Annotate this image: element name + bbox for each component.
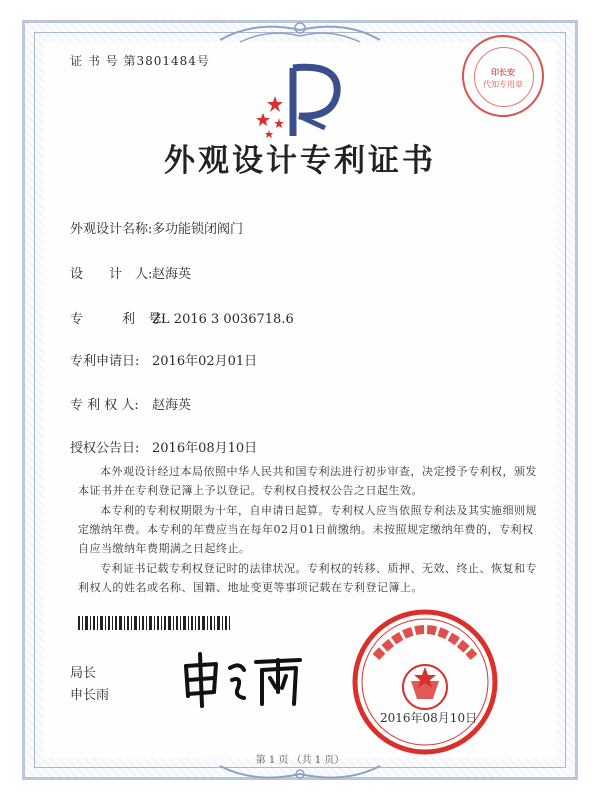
paragraph-term-fees: 本专利的专利权期限为十年，自申请日起算。专利权人应当依照专利法及其实施细则规定缴纳年费。本专利的年费应当在每年02月01日前缴纳。未按照规定缴纳年费的，专利权自应当缴纳年费期满之日起终止。: [78, 504, 537, 555]
field-label: 设 计 人:: [70, 267, 153, 282]
field-grant-date: [70, 437, 257, 456]
top-ornament: [215, 18, 385, 48]
agency-seal-line1: 印长安: [491, 67, 515, 77]
field-designer: [70, 263, 191, 282]
field-label: 专利申请日:: [70, 354, 140, 369]
field-patent-number: [70, 308, 294, 327]
seal-date: 2016年08月10日: [380, 711, 478, 725]
paragraph-grant-decision: 本外观设计经过本局依照中华人民共和国专利法进行初步审查，决定授予专利权，颁发本证书并在专利登记簿上予以登记。专利权自授权公告之日起生效。: [78, 465, 537, 497]
field-label: 授权公告日:: [70, 441, 140, 456]
field-value: 2016年08月10日: [152, 441, 258, 456]
field-value: 赵海英: [152, 267, 192, 282]
field-value: 赵海英: [152, 398, 192, 413]
field-design-name: [70, 218, 243, 237]
field-label: 专 利 号:: [70, 312, 166, 327]
director-signature: [178, 648, 308, 708]
paragraph-legal-status: 专利证书记载专利权登记时的法律状况。专利权的转移、质押、无效、终止、恢复和专利权人的姓名或名称、国籍、地址变更等事项记载在专利登记簿上。: [78, 562, 537, 594]
field-patentee: [70, 394, 191, 413]
field-value: ZL 2016 3 0036718.6: [152, 312, 294, 327]
signatory-name: 申长雨: [70, 688, 110, 703]
agency-seal: [462, 35, 544, 117]
cnipa-logo: [255, 58, 347, 138]
agency-seal-line2: 代知专用章: [483, 80, 523, 89]
field-label: 外观设计名称:: [70, 222, 153, 237]
certificate-title: 外观设计专利证书: [164, 143, 436, 179]
barcode: [78, 616, 230, 630]
signatory-title: 局长: [70, 666, 97, 681]
certificate-number: 证 书 号 第3801484号: [70, 54, 210, 68]
field-application-date: [70, 350, 257, 369]
page-number: 第 1 页 （共 1 页）: [255, 755, 345, 766]
field-label: 专 利 权 人:: [70, 398, 139, 413]
official-seal: [350, 607, 500, 757]
field-value: 2016年02月01日: [152, 354, 258, 369]
field-value: 多功能锁闭阀门: [152, 222, 244, 237]
